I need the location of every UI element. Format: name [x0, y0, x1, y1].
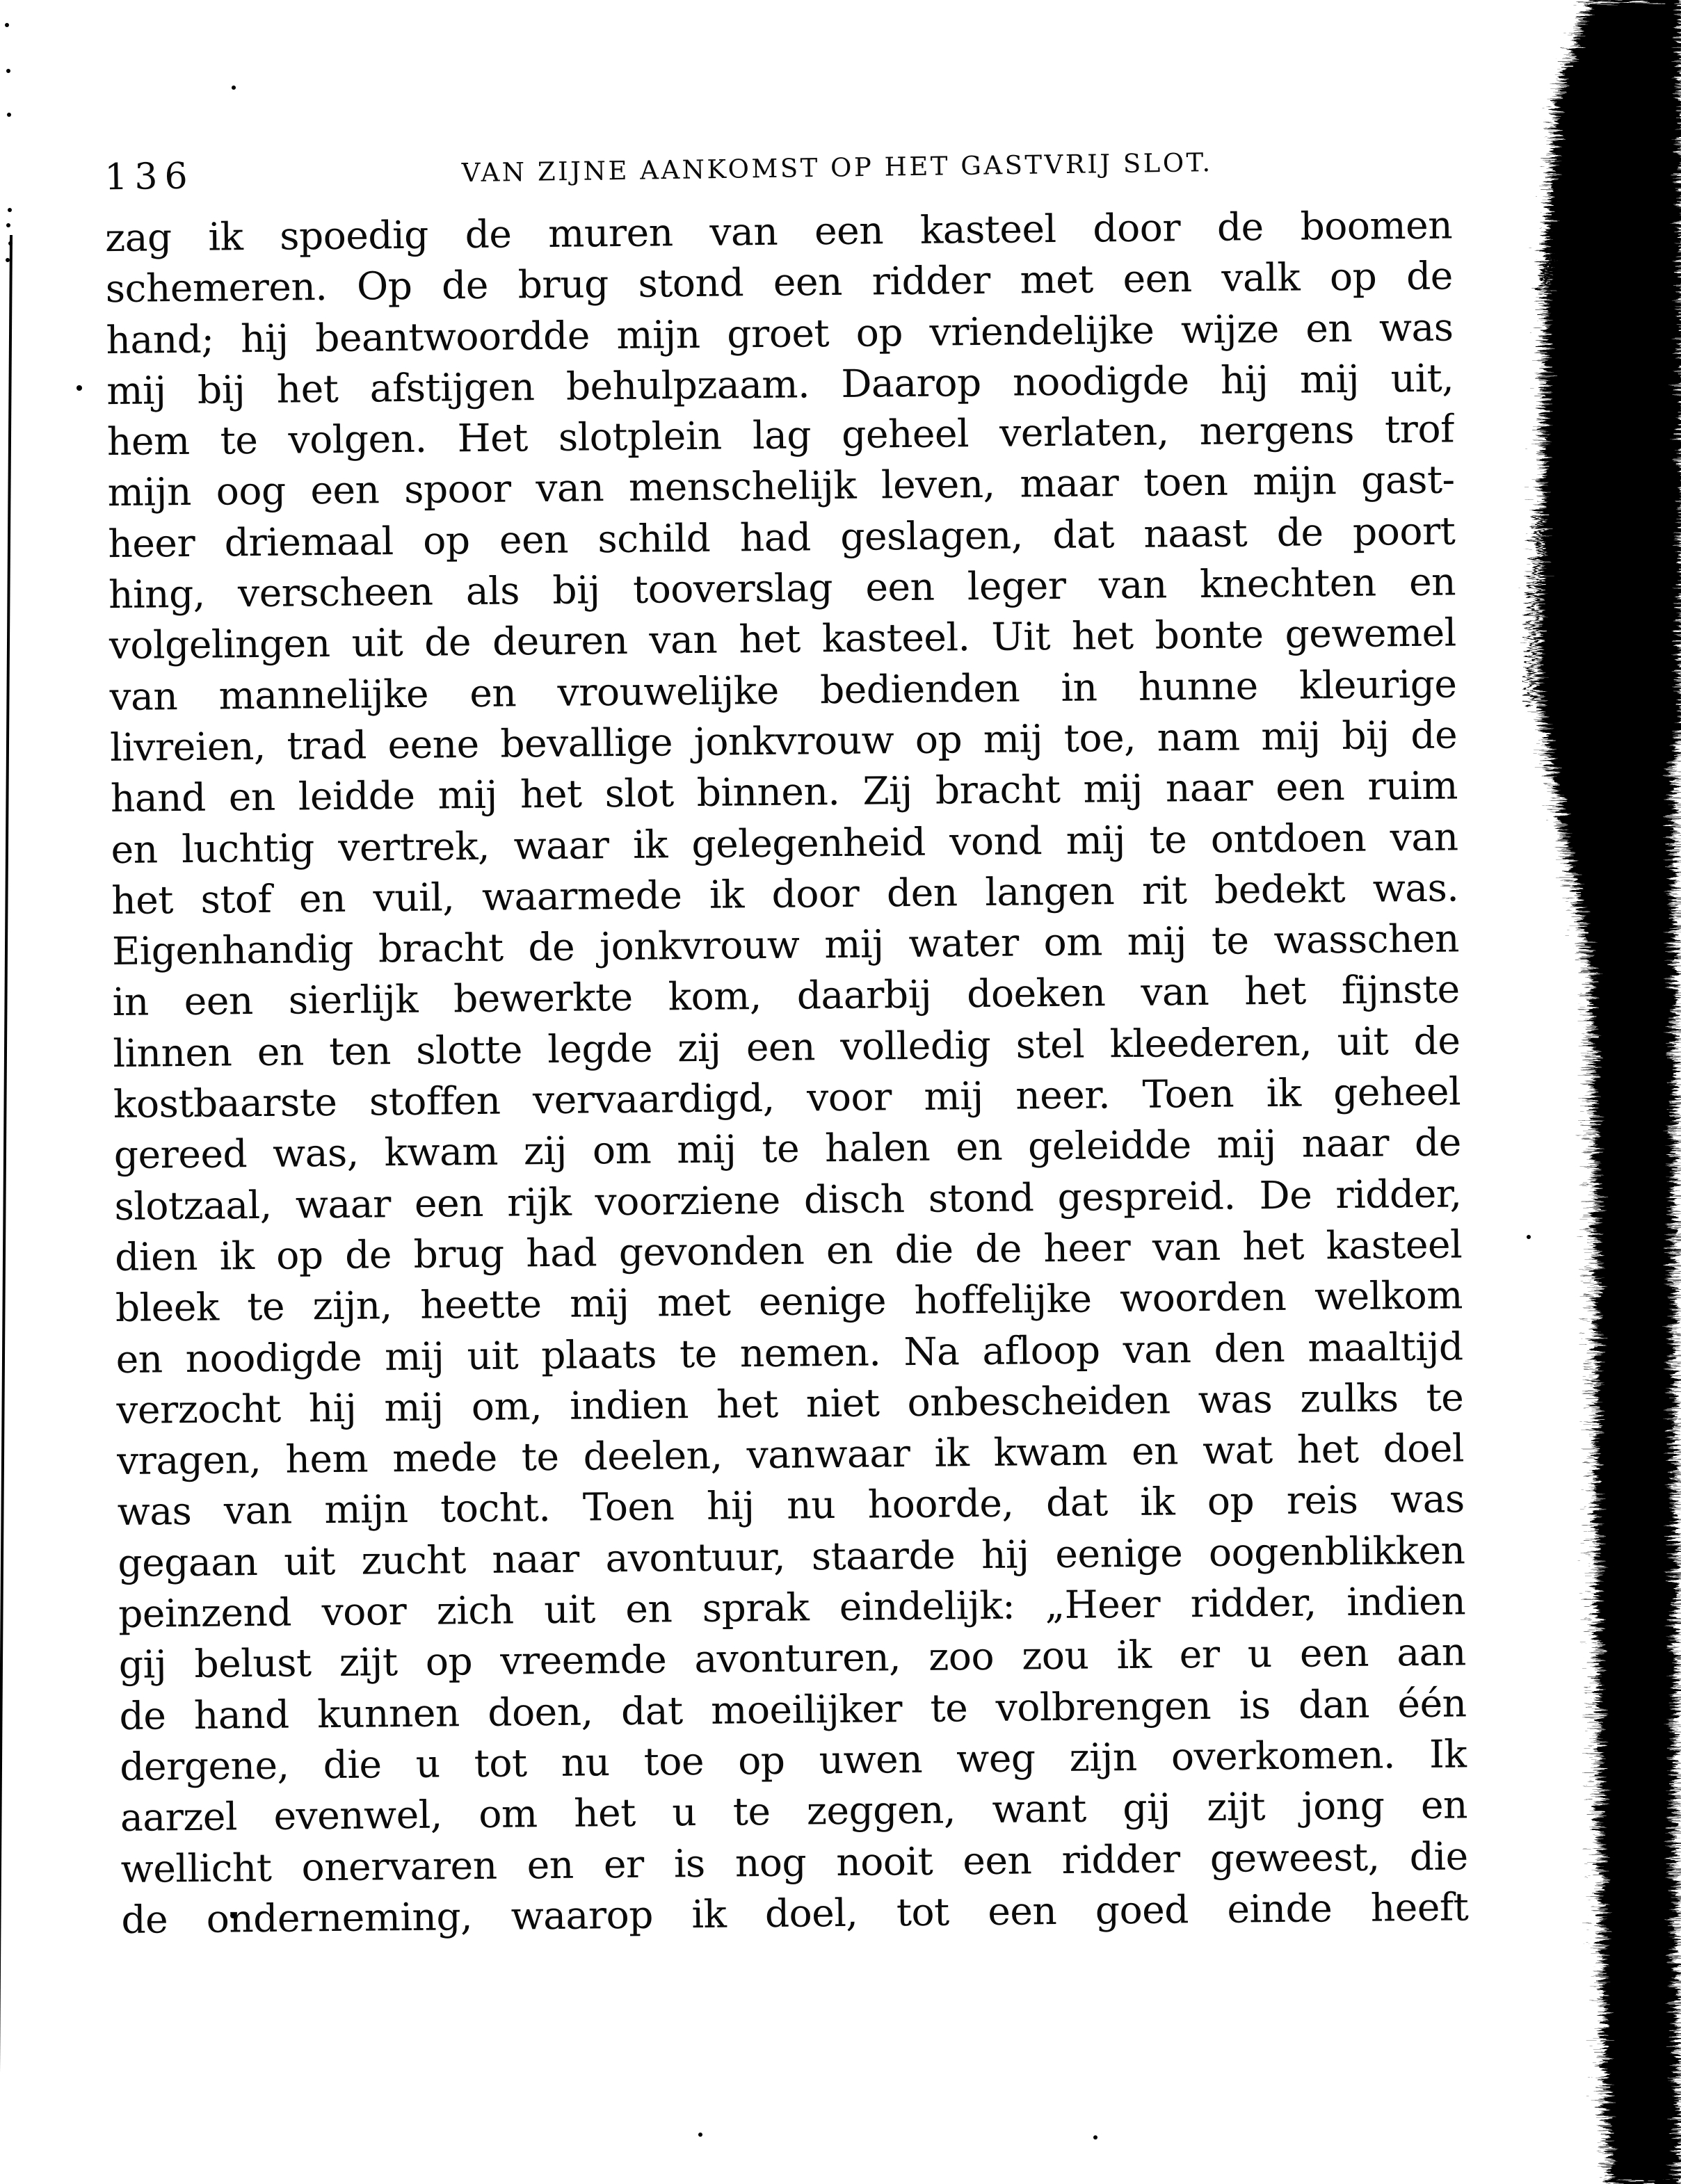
- text-line: van mannelijke en vrouwelijke bedienden in hunne kleurige: [109, 661, 1457, 719]
- text-line: slotzaal, waar een rijk voorziene disch stond gespreid. De ridder,: [114, 1171, 1462, 1229]
- text-line: was van mijn tocht. Toen hij nu hoorde, dat ik op reis was: [117, 1476, 1465, 1535]
- text-line: gij belust zijt op vreemde avonturen, zoo zou ik er u een aan: [118, 1629, 1467, 1688]
- text-line: peinzend voor zich uit en sprak eindelijk: „Heer ridder, indien: [118, 1578, 1466, 1637]
- scan-crease-mid: [1528, 515, 1539, 706]
- text-line: hand en leidde mij het slot binnen. Zij bracht mij naar een ruim: [110, 763, 1458, 821]
- text-line: hing, verscheen als bij tooverslag een leger van knechten en: [108, 559, 1456, 617]
- text-line: de hand kunnen doen, dat moeilijker te volbrengen is dan één: [119, 1681, 1467, 1738]
- text-line: zag ik spoedig de muren van een kasteel door de boomen: [104, 202, 1453, 261]
- text-line: kostbaarste stoffen vervaardigd, voor mij neer. Toen ik geheel: [113, 1069, 1461, 1127]
- text-line: hem te volgen. Het slotplein lag geheel verlaten, nergens trof: [106, 406, 1455, 464]
- text-line: aarzel evenwel, om het u te zeggen, want gij zijt jong en: [120, 1782, 1468, 1841]
- text-line: in een sierlijk bewerkte kom, daarbij doeken van het fijnste: [112, 966, 1460, 1025]
- text-line: heer driemaal op een schild had geslagen, dat naast de poort: [108, 508, 1456, 566]
- scan-edge-band: [1514, 0, 1681, 2184]
- scan-specks: [0, 0, 3, 3]
- text-line: gegaan uit zucht naar avontuur, staarde hij eenige oogenblikken: [118, 1528, 1465, 1585]
- text-line: linnen en ten slotte legde zij een volledig stel kleederen, uit de: [113, 1018, 1461, 1076]
- body-text: [105, 200, 1469, 1946]
- text-line: wellicht onervaren en er is nog nooit een ridder geweest, die: [120, 1833, 1468, 1891]
- text-line: en noodigde mij uit plaats te nemen. Na afloop van den maaltijd: [115, 1323, 1463, 1382]
- page-number: 136: [104, 155, 195, 199]
- text-line: Eigenhandig bracht de jonkvrouw mij water om mij te wasschen: [111, 916, 1460, 974]
- text-line: gereed was, kwam zij om mij te halen en geleidde mij naar de: [113, 1119, 1462, 1178]
- text-line: bleek te zijn, heette mij met eenige hoffelijke woorden welkom: [115, 1272, 1463, 1331]
- text-line: verzocht hij mij om, indien het niet onbescheiden was zulks te: [116, 1375, 1464, 1432]
- text-line: mij bij het afstijgen behulpzaam. Daarop noodigde hij mij uit,: [106, 355, 1454, 413]
- text-line: mijn oog een spoor van menschelijk leven, maar toen mijn gast-: [107, 457, 1455, 515]
- text-line: vragen, hem mede te deelen, vanwaar ik kwam en wat het doel: [116, 1425, 1465, 1484]
- text-line: volgelingen uit de deuren van het kasteel. Uit het bonte gewemel: [108, 610, 1457, 668]
- text-line: het stof en vuil, waarmede ik door den langen rit bedekt was.: [111, 865, 1459, 923]
- text-line: hand; hij beantwoordde mijn groet op vriendelijke wijze en was: [106, 305, 1454, 362]
- text-line: de onderneming, waarop ik doel, tot een goed einde heeft: [121, 1884, 1469, 1942]
- text-line: schemeren. Op de brug stond een ridder met een valk op de: [105, 253, 1454, 312]
- scan-edge-core: [1539, 0, 1681, 2184]
- text-line: dergene, die u tot nu toe op uwen weg zijn overkomen. Ik: [119, 1731, 1467, 1789]
- page-header: [104, 139, 1452, 200]
- running-title: VAN ZIJNE AANKOMST OP HET GASTVRIJ SLOT.: [461, 147, 1213, 188]
- text-line: en luchtig vertrek, waar ik gelegenheid vond mij te ontdoen van: [111, 814, 1458, 872]
- text-line: livreien, trad eene bevallige jonkvrouw op mij toe, nam mij bij de: [109, 712, 1458, 770]
- text-line: dien ik op de brug had gevonden en die de heer van het kasteel: [114, 1222, 1463, 1279]
